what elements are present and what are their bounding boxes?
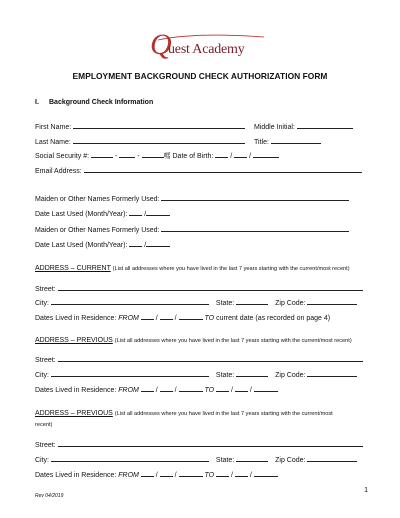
ssn-part2-field[interactable] (119, 150, 135, 158)
address-previous-2-heading (35, 409, 333, 419)
date-separator: / (174, 472, 177, 479)
date-last-used-row-1 (35, 208, 170, 219)
date-separator: / (231, 472, 233, 479)
dates-lived-label: Dates Lived in Residence: (35, 472, 117, 479)
previous-1-to-month-field[interactable] (216, 384, 229, 392)
ssn-separator: - (137, 153, 140, 160)
title-label: Title: (254, 139, 269, 146)
ssn-label: Social Security #: (35, 153, 90, 160)
email-row (35, 165, 362, 176)
date-last-used-row-2 (35, 239, 170, 250)
previous-1-from-year-field[interactable] (179, 384, 203, 392)
ssn-glyph: 嗎 (163, 153, 171, 160)
address-current-note: (List all addresses where you have lived in the last 7 years starting with the current/most recent) (112, 266, 350, 272)
date-last-used-month-field[interactable] (129, 208, 142, 216)
current-date-note: current date (as recorded on page 4) (216, 315, 331, 322)
dates-lived-label: Dates Lived in Residence: (35, 387, 117, 394)
city-label: City: (35, 457, 49, 464)
title-row (254, 136, 321, 147)
page-number: 1 (364, 487, 368, 494)
address-previous-2-note-cont: recent) (35, 422, 53, 428)
middle-initial-row (254, 121, 353, 132)
email-field[interactable] (84, 165, 362, 173)
email-label: Email Address: (35, 168, 82, 175)
dob-year-field[interactable] (253, 150, 279, 158)
previous-1-from-day-field[interactable] (160, 384, 173, 392)
previous-1-zip-field[interactable] (307, 369, 357, 377)
section-label: Background Check Information (49, 99, 154, 106)
date-separator: / (249, 387, 252, 394)
previous-1-to-day-field[interactable] (235, 384, 248, 392)
current-city-field[interactable] (51, 297, 209, 305)
logo-name: uest Academy (168, 42, 245, 57)
zip-label: Zip Code: (275, 300, 306, 307)
last-name-row (35, 136, 245, 147)
previous-2-from-month-field[interactable] (141, 469, 154, 477)
city-label: City: (35, 372, 49, 379)
middle-initial-field[interactable] (297, 121, 353, 129)
form-title: EMPLOYMENT BACKGROUND CHECK AUTHORIZATION FORM (72, 71, 328, 81)
date-separator: / (174, 387, 177, 394)
address-previous-title: ADDRESS – PREVIOUS (35, 410, 113, 417)
from-label: FROM (118, 315, 139, 322)
last-name-label: Last Name: (35, 139, 71, 146)
current-from-year-field[interactable] (179, 312, 203, 320)
previous-2-to-day-field[interactable] (235, 469, 248, 477)
zip-label: Zip Code: (275, 457, 306, 464)
maiden-name-label: Maiden or Other Names Formerly Used: (35, 196, 160, 203)
to-label: TO (204, 472, 215, 479)
dob-label: Date of Birth: (172, 153, 214, 160)
address-previous-1-heading (35, 336, 352, 346)
quest-academy-logo (150, 28, 270, 63)
logo-mark: Q (150, 28, 172, 61)
previous-1-from-month-field[interactable] (141, 384, 154, 392)
current-street-field[interactable] (58, 283, 363, 291)
previous-1-city-field[interactable] (51, 369, 209, 377)
previous-2-city-field[interactable] (51, 454, 209, 462)
street-label: Street: (35, 286, 56, 293)
previous-1-state-field[interactable] (236, 369, 268, 377)
street-label: Street: (35, 442, 56, 449)
previous-1-to-year-field[interactable] (254, 384, 278, 392)
date-last-used-label: Date Last Used (Month/Year): (35, 211, 128, 218)
last-name-field[interactable] (73, 136, 245, 144)
date-last-used-year-field[interactable] (146, 208, 170, 216)
date-last-used-month-field[interactable] (129, 239, 142, 247)
dob-separator: / (249, 153, 252, 160)
ssn-part3-field[interactable] (142, 150, 164, 158)
current-city-row (35, 297, 357, 308)
maiden-name-row-1 (35, 193, 349, 204)
date-separator: / (249, 472, 252, 479)
date-separator: / (174, 315, 177, 322)
first-name-label: First Name: (35, 124, 72, 131)
revision-label: Rev 04/2019 (35, 493, 64, 499)
date-last-used-year-field[interactable] (146, 239, 170, 247)
title-field[interactable] (271, 136, 321, 144)
zip-label: Zip Code: (275, 372, 306, 379)
address-current-heading (35, 264, 350, 274)
ssn-separator: - (115, 153, 118, 160)
previous-1-street-row (35, 354, 363, 365)
previous-2-from-day-field[interactable] (160, 469, 173, 477)
dates-lived-label: Dates Lived in Residence: (35, 315, 117, 322)
first-name-row (35, 121, 245, 132)
previous-2-dates-row (35, 469, 278, 480)
dob-day-field[interactable] (234, 150, 247, 158)
state-label: State: (215, 372, 235, 379)
street-label: Street: (35, 357, 56, 364)
state-label: State: (215, 300, 235, 307)
ssn-dob-row (35, 150, 279, 161)
date-last-used-label: Date Last Used (Month/Year): (35, 242, 128, 249)
previous-2-to-month-field[interactable] (216, 469, 229, 477)
current-zip-field[interactable] (307, 297, 357, 305)
current-street-row (35, 283, 363, 294)
address-previous-note: (List all addresses where you have lived in the last 7 years starting with the current/most (114, 411, 333, 417)
previous-1-city-row (35, 369, 357, 380)
middle-initial-label: Middle Initial: (254, 124, 295, 131)
to-label: TO (204, 315, 215, 322)
previous-1-dates-row (35, 384, 278, 395)
previous-2-state-field[interactable] (236, 454, 268, 462)
dob-separator: / (230, 153, 233, 160)
maiden-name-field[interactable] (161, 193, 349, 201)
dob-month-field[interactable] (215, 150, 228, 158)
previous-2-street-field[interactable] (58, 439, 363, 447)
to-label: TO (204, 387, 215, 394)
from-label: FROM (118, 472, 139, 479)
section-heading (35, 99, 153, 106)
previous-1-street-field[interactable] (58, 354, 363, 362)
maiden-name-label: Maiden or Other Names Formerly Used: (35, 227, 160, 234)
previous-2-to-year-field[interactable] (254, 469, 278, 477)
section-number: I. (35, 99, 39, 106)
logo-swoosh-icon (156, 34, 266, 42)
current-from-day-field[interactable] (160, 312, 173, 320)
address-previous-title: ADDRESS – PREVIOUS (35, 337, 113, 344)
date-separator: / (155, 472, 158, 479)
state-label: State: (215, 457, 235, 464)
from-label: FROM (118, 387, 139, 394)
maiden-name-row-2 (35, 224, 349, 235)
city-label: City: (35, 300, 49, 307)
current-dates-row (35, 312, 330, 323)
first-name-field[interactable] (73, 121, 245, 129)
previous-2-city-row (35, 454, 357, 465)
maiden-name-field[interactable] (161, 224, 349, 232)
date-separator: / (155, 387, 158, 394)
ssn-part1-field[interactable] (91, 150, 113, 158)
address-previous-note: (List all addresses where you have lived in the last 7 years starting with the current/most recent) (114, 338, 352, 344)
date-separator: / (231, 387, 233, 394)
previous-2-from-year-field[interactable] (179, 469, 203, 477)
date-separator: / (144, 211, 147, 218)
current-state-field[interactable] (236, 297, 268, 305)
date-separator: / (144, 242, 147, 249)
current-from-month-field[interactable] (141, 312, 154, 320)
address-current-title: ADDRESS – CURRENT (35, 265, 111, 272)
date-separator: / (155, 315, 158, 322)
previous-2-street-row (35, 439, 363, 450)
previous-2-zip-field[interactable] (307, 454, 357, 462)
